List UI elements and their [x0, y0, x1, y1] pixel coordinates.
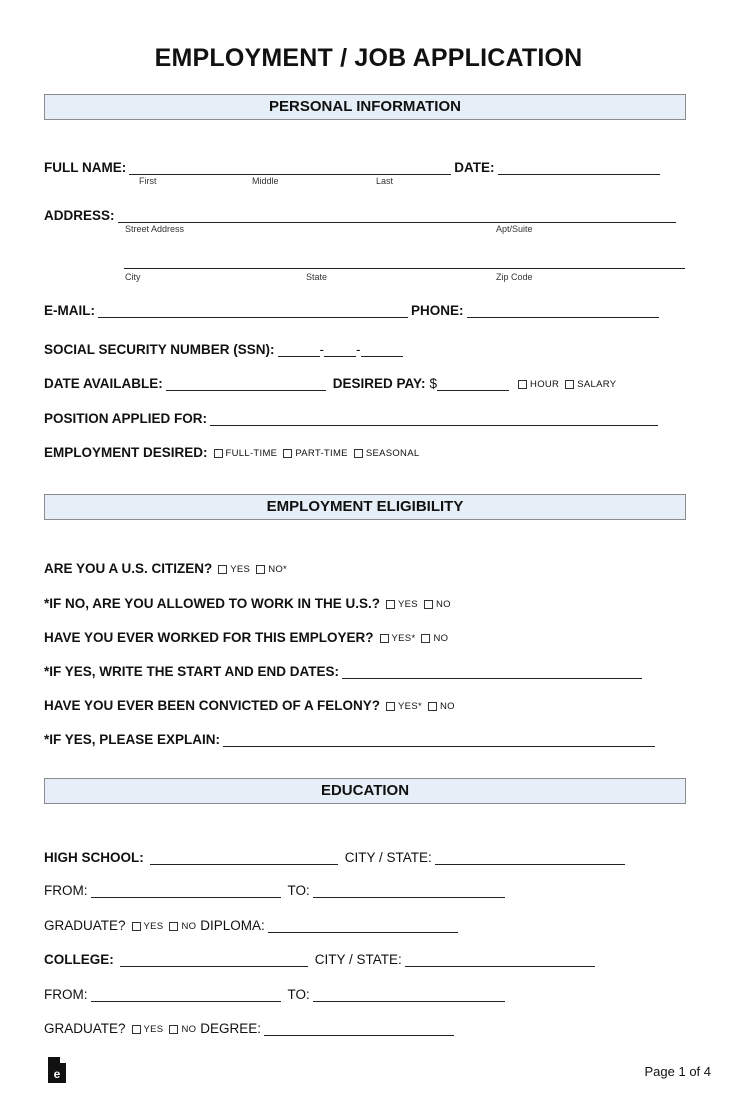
- ssn-row: [44, 337, 406, 357]
- felony-no-checkbox[interactable]: [428, 702, 437, 711]
- hs-graduate-no-label: NO: [181, 921, 197, 932]
- worked-no-checkbox[interactable]: [421, 634, 430, 643]
- hs-to-input[interactable]: [313, 882, 505, 898]
- full-time-checkbox[interactable]: [214, 449, 223, 458]
- college-graduate-no-label: NO: [181, 1024, 197, 1035]
- allowed-to-work-row: [44, 591, 451, 611]
- college-label: COLLEGE:: [44, 952, 114, 967]
- ssn-label: SOCIAL SECURITY NUMBER (SSN):: [44, 342, 275, 357]
- hs-graduate-row: [44, 913, 461, 933]
- zip-code-caption: Zip Code: [496, 272, 533, 282]
- hs-city-state-input[interactable]: [435, 849, 625, 865]
- email-label: E-MAIL:: [44, 303, 95, 318]
- worked-no-label: NO: [433, 633, 449, 644]
- explain-label: *IF YES, PLEASE EXPLAIN:: [44, 732, 221, 747]
- position-label: POSITION APPLIED FOR:: [44, 411, 208, 426]
- start-end-dates-input[interactable]: [342, 663, 642, 679]
- hs-graduate-yes-label: YES: [143, 921, 164, 932]
- allowed-yes-label: YES: [398, 599, 418, 610]
- section-personal-information: PERSONAL INFORMATION: [44, 94, 686, 120]
- position-row: [44, 406, 661, 426]
- address-row: [44, 203, 679, 223]
- worked-before-question: HAVE YOU EVER WORKED FOR THIS EMPLOYER?: [44, 630, 374, 645]
- felony-row: [44, 693, 455, 713]
- degree-label: DEGREE:: [200, 1021, 262, 1036]
- ssn-part3-input[interactable]: [361, 341, 403, 357]
- worked-before-row: [44, 625, 448, 645]
- college-row: [44, 947, 598, 967]
- full-name-input[interactable]: [129, 159, 451, 175]
- section-education: EDUCATION: [44, 778, 686, 804]
- page-number: Page 1 of 4: [644, 1064, 711, 1079]
- desired-pay-input[interactable]: [437, 375, 509, 391]
- hs-graduate-no-checkbox[interactable]: [169, 922, 178, 931]
- full-name-label: FULL NAME:: [44, 160, 127, 175]
- part-time-checkbox[interactable]: [283, 449, 292, 458]
- seasonal-option-label: SEASONAL: [365, 448, 420, 459]
- start-end-dates-row: [44, 659, 645, 679]
- date-input[interactable]: [498, 159, 660, 175]
- college-from-input[interactable]: [91, 986, 281, 1002]
- college-graduate-row: [44, 1016, 457, 1036]
- college-city-state-label: CITY / STATE:: [314, 952, 402, 967]
- seasonal-checkbox[interactable]: [354, 449, 363, 458]
- allowed-to-work-question: *IF NO, ARE YOU ALLOWED TO WORK IN THE U.S.?: [44, 596, 381, 611]
- allowed-yes-checkbox[interactable]: [386, 600, 395, 609]
- diploma-label: DIPLOMA:: [200, 918, 265, 933]
- city-caption: City: [125, 272, 141, 282]
- felony-yes-checkbox[interactable]: [386, 702, 395, 711]
- explain-input[interactable]: [223, 731, 655, 747]
- college-city-state-input[interactable]: [405, 951, 595, 967]
- apt-suite-caption: Apt/Suite: [496, 224, 533, 234]
- worked-yes-label: YES*: [391, 633, 416, 644]
- allowed-no-label: NO: [435, 599, 451, 610]
- college-to-input[interactable]: [313, 986, 505, 1002]
- date-available-label: DATE AVAILABLE:: [44, 376, 163, 391]
- middle-caption: Middle: [252, 176, 279, 186]
- college-to-label: TO:: [287, 987, 310, 1002]
- first-caption: First: [139, 176, 157, 186]
- diploma-input[interactable]: [268, 917, 458, 933]
- hs-from-label: FROM:: [44, 883, 88, 898]
- hs-graduate-yes-checkbox[interactable]: [132, 922, 141, 931]
- ssn-part1-input[interactable]: [278, 341, 320, 357]
- hour-checkbox[interactable]: [518, 380, 527, 389]
- ssn-separator: -: [319, 342, 325, 357]
- phone-label: PHONE:: [411, 303, 464, 318]
- dollar-sign: $: [429, 376, 438, 391]
- high-school-input[interactable]: [150, 849, 338, 865]
- felony-question: HAVE YOU EVER BEEN CONVICTED OF A FELONY?: [44, 698, 381, 713]
- college-graduate-label: GRADUATE?: [44, 1021, 126, 1036]
- salary-checkbox[interactable]: [565, 380, 574, 389]
- employment-desired-row: [44, 440, 419, 460]
- phone-input[interactable]: [467, 302, 659, 318]
- degree-input[interactable]: [264, 1020, 454, 1036]
- citizen-yes-checkbox[interactable]: [218, 565, 227, 574]
- employment-desired-label: EMPLOYMENT DESIRED:: [44, 445, 208, 460]
- citizen-row: [44, 556, 287, 576]
- full-time-option-label: FULL-TIME: [225, 448, 278, 459]
- date-available-input[interactable]: [166, 375, 326, 391]
- college-graduate-no-checkbox[interactable]: [169, 1025, 178, 1034]
- page-title: EMPLOYMENT / JOB APPLICATION: [154, 44, 583, 72]
- college-from-to-row: [44, 982, 508, 1002]
- full-name-row: [44, 155, 663, 175]
- street-address-input[interactable]: [118, 207, 676, 223]
- salary-option-label: SALARY: [577, 379, 617, 390]
- date-available-row: [44, 371, 616, 391]
- hs-city-state-label: CITY / STATE:: [344, 850, 432, 865]
- citizen-no-label: NO*: [268, 564, 288, 575]
- felony-yes-label: YES*: [398, 701, 422, 712]
- citizen-yes-label: YES: [230, 564, 251, 575]
- document-e-icon: [46, 1056, 68, 1084]
- last-caption: Last: [376, 176, 394, 186]
- email-input[interactable]: [98, 302, 408, 318]
- college-graduate-yes-checkbox[interactable]: [132, 1025, 141, 1034]
- hs-graduate-label: GRADUATE?: [44, 918, 126, 933]
- email-row: [44, 298, 662, 318]
- citizen-no-checkbox[interactable]: [256, 565, 265, 574]
- college-input[interactable]: [120, 951, 308, 967]
- allowed-no-checkbox[interactable]: [424, 600, 433, 609]
- ssn-separator: -: [356, 342, 361, 357]
- college-from-label: FROM:: [44, 987, 88, 1002]
- ssn-part2-input[interactable]: [324, 341, 356, 357]
- date-label: DATE:: [454, 160, 495, 175]
- citizen-question: ARE YOU A U.S. CITIZEN?: [44, 561, 213, 576]
- section-employment-eligibility: EMPLOYMENT ELIGIBILITY: [44, 494, 686, 520]
- felony-no-label: NO: [439, 701, 455, 712]
- street-address-caption: Street Address: [125, 224, 185, 234]
- logo-letter: e: [53, 1067, 61, 1081]
- position-input[interactable]: [210, 410, 658, 426]
- high-school-row: [44, 845, 628, 865]
- state-caption: State: [306, 272, 328, 282]
- hs-from-input[interactable]: [91, 882, 281, 898]
- worked-yes-checkbox[interactable]: [380, 634, 389, 643]
- hs-from-to-row: [44, 878, 508, 898]
- address-label: ADDRESS:: [44, 208, 115, 223]
- college-graduate-yes-label: YES: [143, 1024, 164, 1035]
- explain-row: [44, 727, 658, 747]
- desired-pay-label: DESIRED PAY:: [332, 376, 426, 391]
- hs-to-label: TO:: [287, 883, 310, 898]
- city-state-zip-input[interactable]: [124, 268, 685, 269]
- hour-option-label: HOUR: [530, 379, 560, 390]
- start-end-dates-label: *IF YES, WRITE THE START AND END DATES:: [44, 664, 340, 679]
- part-time-option-label: PART-TIME: [295, 448, 348, 459]
- high-school-label: HIGH SCHOOL:: [44, 850, 144, 865]
